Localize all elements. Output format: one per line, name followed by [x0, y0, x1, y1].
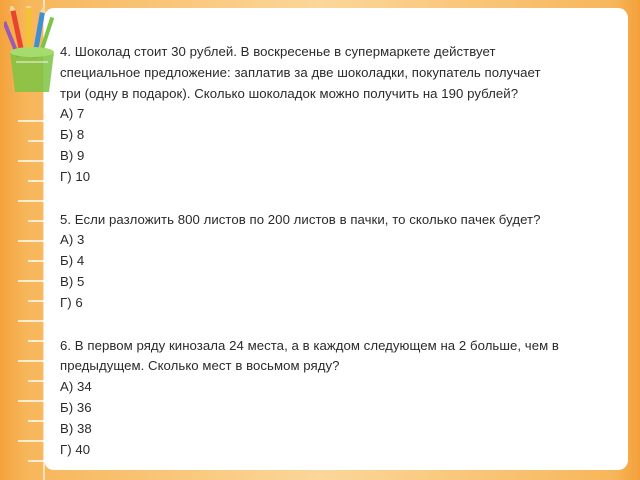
question-6 [60, 336, 620, 461]
question-list [60, 42, 620, 460]
question-text: специальное предложение: заплатив за две шоколадки, покупатель получает [60, 64, 541, 80]
answer-option: А) 7 [60, 106, 85, 122]
question-text: 4. Шоколад стоит 30 рублей. В воскресенье в супермаркете действует [60, 44, 496, 59]
answer-option: Б) 36 [60, 399, 92, 415]
answer-option: В) 9 [60, 147, 85, 163]
question-5 [60, 210, 620, 314]
answer-option: Г) 10 [60, 168, 91, 184]
question-text: предыдущем. Сколько мест в восьмом ряду? [60, 358, 340, 374]
answer-option: А) 34 [60, 379, 92, 395]
answer-option: Б) 8 [60, 127, 85, 143]
answer-option: А) 3 [60, 232, 85, 248]
answer-option: Г) 6 [60, 294, 83, 310]
question-text: три (одну в подарок). Сколько шоколадок можно получить на 190 рублей? [60, 85, 519, 101]
answer-option: Г) 40 [60, 441, 91, 457]
pencil-cup-icon [4, 6, 60, 96]
answer-option: Б) 4 [60, 253, 85, 269]
question-4 [60, 42, 620, 188]
question-text: 5. Если разложить 800 листов по 200 листов в пачки, то сколько пачек будет? [60, 211, 541, 227]
answer-option: В) 5 [60, 273, 85, 289]
question-text: 6. В первом ряду кинозала 24 места, а в каждом следующем на 2 больше, чем в [60, 337, 559, 353]
answer-option: В) 38 [60, 420, 92, 436]
